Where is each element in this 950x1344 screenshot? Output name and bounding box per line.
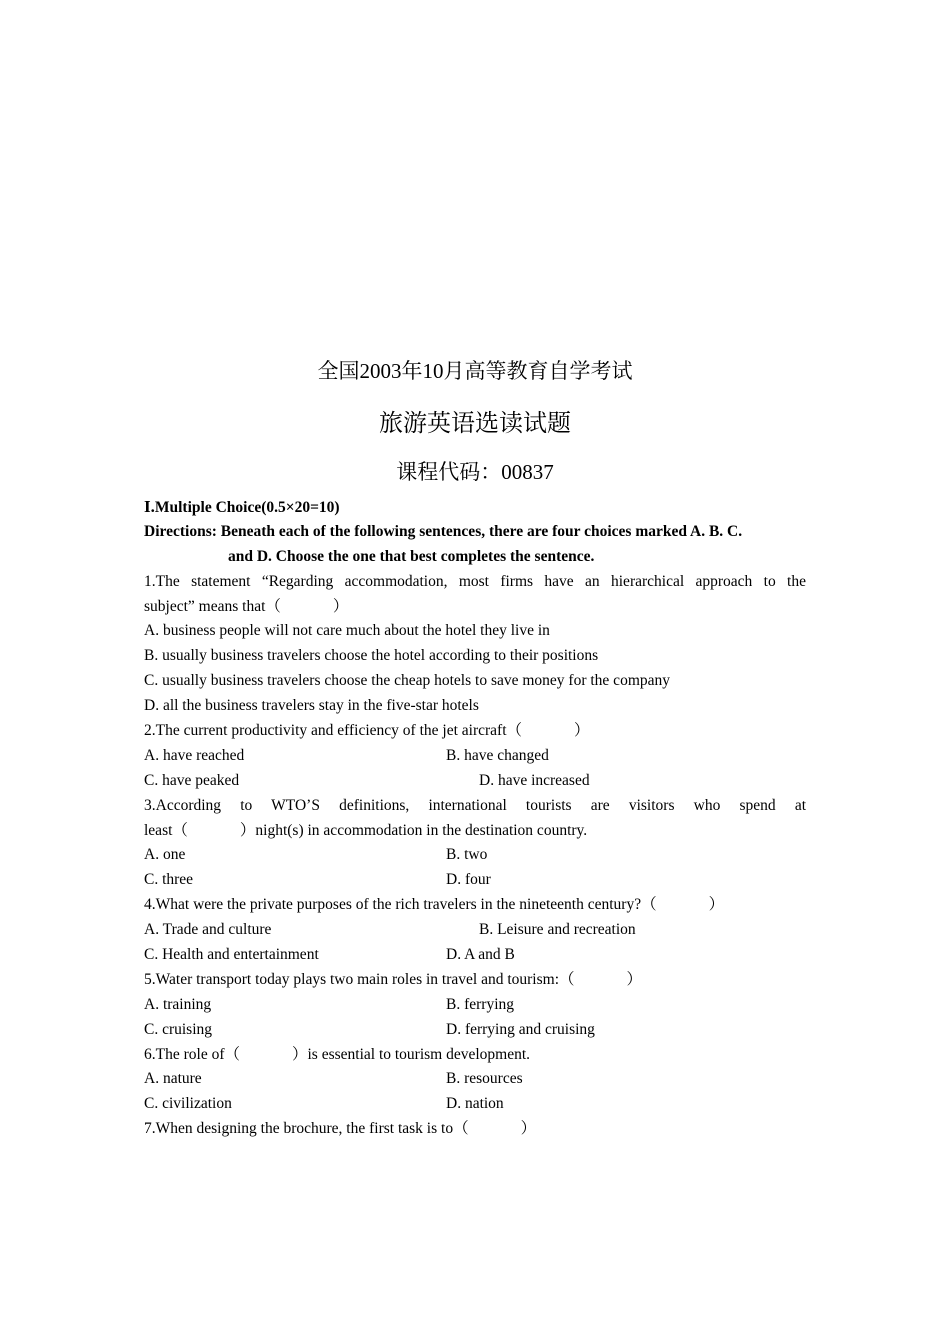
q3-option-c: C. three	[144, 871, 194, 889]
q4-stem-close: ）	[708, 896, 725, 914]
q1-option-b: B. usually business travelers choose the hotel according to their positions	[144, 647, 599, 665]
exam-content	[144, 495, 806, 1142]
q3-options-row-1	[144, 843, 806, 868]
exam-title: 全国2003年10月高等教育自学考试	[317, 359, 633, 383]
q2-stem	[144, 719, 806, 744]
q5-option-c: C. cruising	[144, 1020, 213, 1038]
section-heading	[144, 495, 806, 520]
q4-option-b: B. Leisure and recreation	[479, 921, 636, 939]
q5-options-row-2	[144, 1018, 806, 1043]
q1-option-c: C. usually business travelers choose the cheap hotels to save money for the company	[144, 672, 671, 690]
q2-stem-text: 2.The current productivity and efficiency of the jet aircraft（	[144, 722, 523, 740]
q1-option-d: D. all the business travelers stay in the five-star hotels	[144, 697, 479, 715]
q4-stem	[144, 893, 806, 918]
q2-option-a: A. have reached	[144, 746, 245, 764]
q7-stem-text: 7.When designing the brochure, the first task is to（	[144, 1120, 469, 1138]
section-title: Multiple Choice(0.5×20=10)	[154, 499, 340, 516]
q6-option-a: A. nature	[144, 1070, 202, 1088]
q1-stem-line-2	[144, 595, 806, 620]
q2-option-d: D. have increased	[479, 771, 590, 789]
q6-stem-text: 6.The role of（	[144, 1045, 240, 1063]
q5-option-a: A. training	[144, 995, 212, 1013]
subject-title: 旅游英语选读试题	[379, 409, 571, 437]
q3-stem-line-2	[144, 819, 806, 844]
q2-option-b: B. have changed	[446, 746, 549, 764]
section-roman: I.	[144, 497, 155, 516]
q6-option-d: D. nation	[446, 1095, 504, 1113]
q5-stem-close: ）	[626, 970, 643, 988]
q2-options-row-2	[144, 769, 806, 794]
q1-stem-text: subject” means that（	[144, 597, 281, 615]
q6-stem	[144, 1043, 806, 1068]
q1-stem-line-1: 1.The statement “Regarding accommodation, most firms have an hierarchical approach to the	[144, 572, 806, 590]
q6-options-row-1	[144, 1067, 806, 1092]
course-code: 课程代码：00837	[396, 460, 554, 484]
q4-options-row-1	[144, 918, 806, 943]
q2-stem-close: ）	[574, 722, 590, 740]
directions-line-1: Directions: Beneath each of the following sentences, there are four choices marked A. B. C.	[144, 522, 743, 540]
q3-stem-rest: ）night(s) in accommodation in the destination country.	[239, 821, 588, 839]
q3-option-b: B. two	[446, 846, 488, 864]
q3-stem-line-1: 3.According to WTO’S definitions, international tourists are visitors who spend at	[144, 796, 806, 814]
q6-option-b: B. resources	[446, 1070, 523, 1088]
q4-option-c: C. Health and entertainment	[144, 946, 319, 964]
q4-stem-text: 4.What were the private purposes of the rich travelers in the nineteenth century?（	[144, 896, 657, 914]
q5-options-row-1	[144, 993, 806, 1018]
q6-stem-rest: ）is essential to tourism development.	[291, 1045, 531, 1063]
q4-option-a: A. Trade and culture	[144, 921, 272, 939]
q7-stem-close: ）	[520, 1120, 537, 1138]
q5-stem-text: 5.Water transport today plays two main roles in travel and tourism:（	[144, 970, 575, 988]
q2-option-c: C. have peaked	[144, 771, 240, 789]
q3-option-a: A. one	[144, 846, 186, 864]
q6-option-c: C. civilization	[144, 1095, 232, 1113]
q6-options-row-2	[144, 1092, 806, 1117]
q3-stem-text: least（	[144, 821, 188, 839]
q3-option-d: D. four	[446, 871, 491, 889]
q5-option-d: D. ferrying and cruising	[446, 1020, 595, 1038]
q4-option-d: D. A and B	[446, 946, 515, 964]
directions-line-2: and D. Choose the one that best completes the sentence.	[228, 547, 595, 565]
q7-stem	[144, 1117, 806, 1142]
q5-stem	[144, 968, 806, 993]
q5-option-b: B. ferrying	[446, 995, 515, 1013]
q3-options-row-2	[144, 868, 806, 893]
q1-stem-close: ）	[332, 597, 349, 615]
q4-options-row-2	[144, 943, 806, 968]
q2-options-row-1	[144, 744, 806, 769]
q1-option-a: A. business people will not care much about the hotel they live in	[144, 622, 550, 640]
